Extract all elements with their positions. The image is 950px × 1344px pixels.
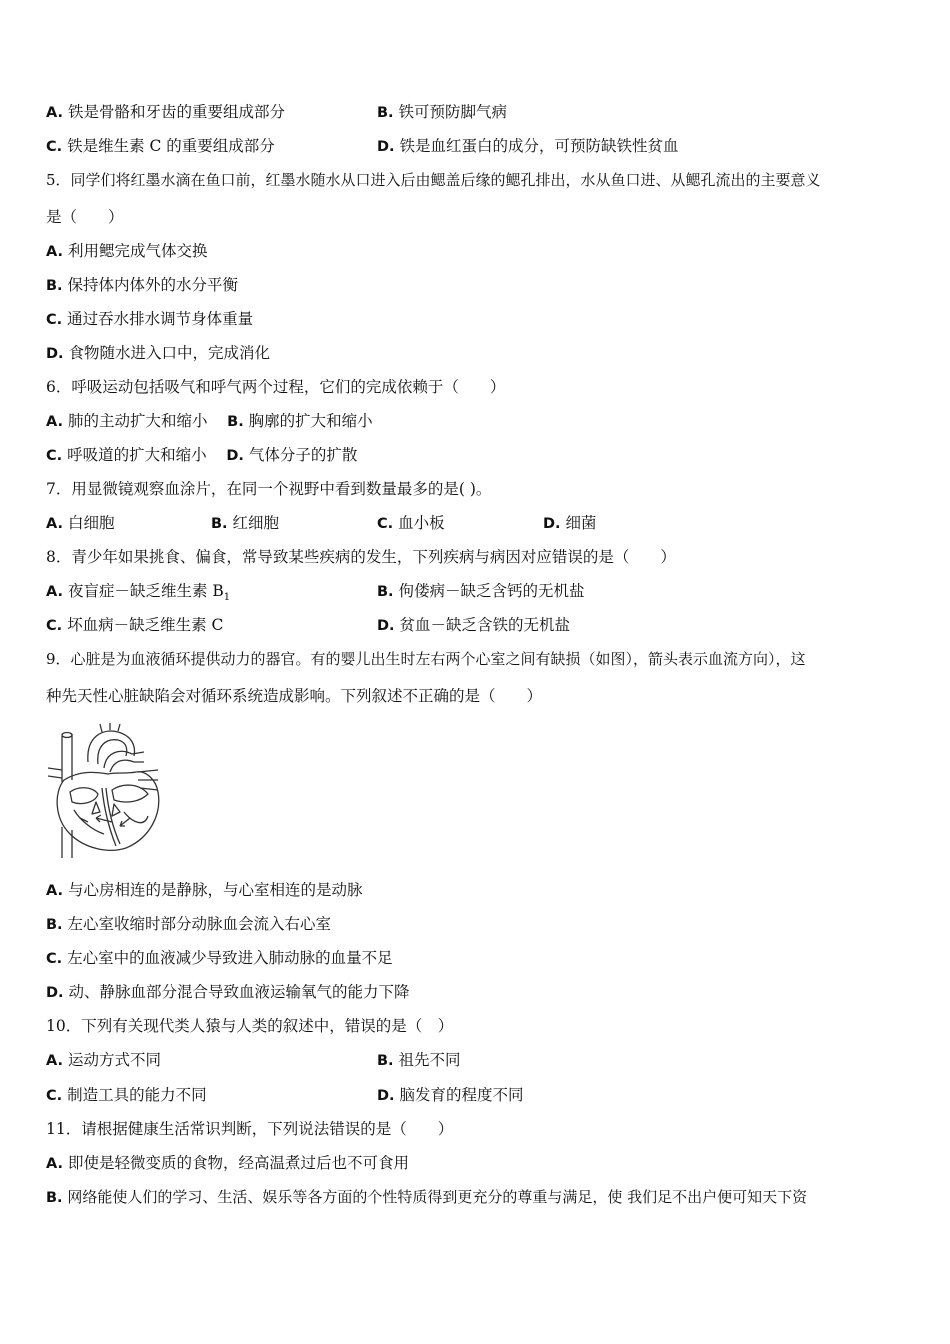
q8-stem: 8．青少年如果挑食、偏食，常导致某些疾病的发生，下列疾病与病因对应错误的是（ ） [46,548,676,566]
heart-diagram-icon [40,722,170,860]
q7-option-a: A. 白细胞 [46,514,115,532]
q7-stem: 7．用显微镜观察血涂片，在同一个视野中看到数量最多的是( )。 [46,480,492,498]
q9-option-a: A. 与心房相连的是静脉，与心室相连的是动脉 [46,881,363,899]
q11-option-b: B. 网络能使人们的学习、生活、娱乐等各方面的个性特质得到更充分的尊重与满足，使 我们足不出户便可知天下资 [46,1188,808,1206]
q8-option-a: A. 夜盲症－缺乏维生素 $B_1$ [46,582,231,604]
q8-option-c: C. 坏血病－缺乏维生素 C [46,616,224,634]
q7-option-c: C. 血小板 [377,514,445,532]
q10-stem: 10．下列有关现代类人猿与人类的叙述中，错误的是（ ） [46,1017,454,1035]
q4-option-d: D. 铁是血红蛋白的成分，可预防缺铁性贫血 [377,137,679,155]
q9-option-d: D. 动、静脉血部分混合导致血液运输氧气的能力下降 [46,983,410,1001]
q8-option-b: B. 佝偻病－缺乏含钙的无机盐 [377,582,585,600]
q10-option-d: D. 脑发育的程度不同 [377,1086,524,1104]
q10-option-c: C. 制造工具的能力不同 [46,1086,207,1104]
q9-stem-line2: 种先天性心脏缺陷会对循环系统造成影响。下列叙述不正确的是（ ） [46,687,543,705]
q9-stem-line1: 9．心脏是为血液循环提供动力的器官。有的婴儿出生时左右两个心室之间有缺损（如图），箭头表示血流方向），这 [46,650,806,668]
q5-option-b: B. 保持体内体外的水分平衡 [46,276,239,294]
q6-options-cd: C. 呼吸道的扩大和缩小 D. 气体分子的扩散 [46,446,358,464]
q5-option-d: D. 食物随水进入口中，完成消化 [46,344,270,362]
q10-option-b: B. 祖先不同 [377,1051,461,1069]
q10-option-a: A. 运动方式不同 [46,1051,161,1069]
q4-option-c: C. 铁是维生素 C 的重要组成部分 [46,137,275,155]
q5-stem-line2: 是（ ） [46,208,124,226]
q5-option-c: C. 通过吞水排水调节身体重量 [46,310,254,328]
q9-option-b: B. 左心室收缩时部分动脉血会流入右心室 [46,915,332,933]
q7-option-b: B. 红细胞 [211,514,280,532]
q4-option-a: A. 铁是骨骼和牙齿的重要组成部分 [46,103,285,121]
q8-option-d: D. 贫血－缺乏含铁的无机盐 [377,616,570,634]
q11-stem: 11．请根据健康生活常识判断，下列说法错误的是（ ） [46,1120,454,1138]
q6-options-ab: A. 肺的主动扩大和缩小 B. 胸廓的扩大和缩小 [46,412,373,430]
q9-option-c: C. 左心室中的血液减少导致进入肺动脉的血量不足 [46,949,393,967]
q5-stem-line1: 5．同学们将红墨水滴在鱼口前，红墨水随水从口进入后由鳃盖后缘的鳃孔排出，水从鱼口进、从鳃孔流出的主要意义 [46,171,821,189]
q11-option-a: A. 即使是轻微变质的食物，经高温煮过后也不可食用 [46,1154,409,1172]
q5-option-a: A. 利用鳃完成气体交换 [46,242,208,260]
q6-stem: 6．呼吸运动包括吸气和呼气两个过程，它们的完成依赖于（ ） [46,378,506,396]
q7-option-d: D. 细菌 [543,514,597,532]
q4-option-b: B. 铁可预防脚气病 [377,103,508,121]
